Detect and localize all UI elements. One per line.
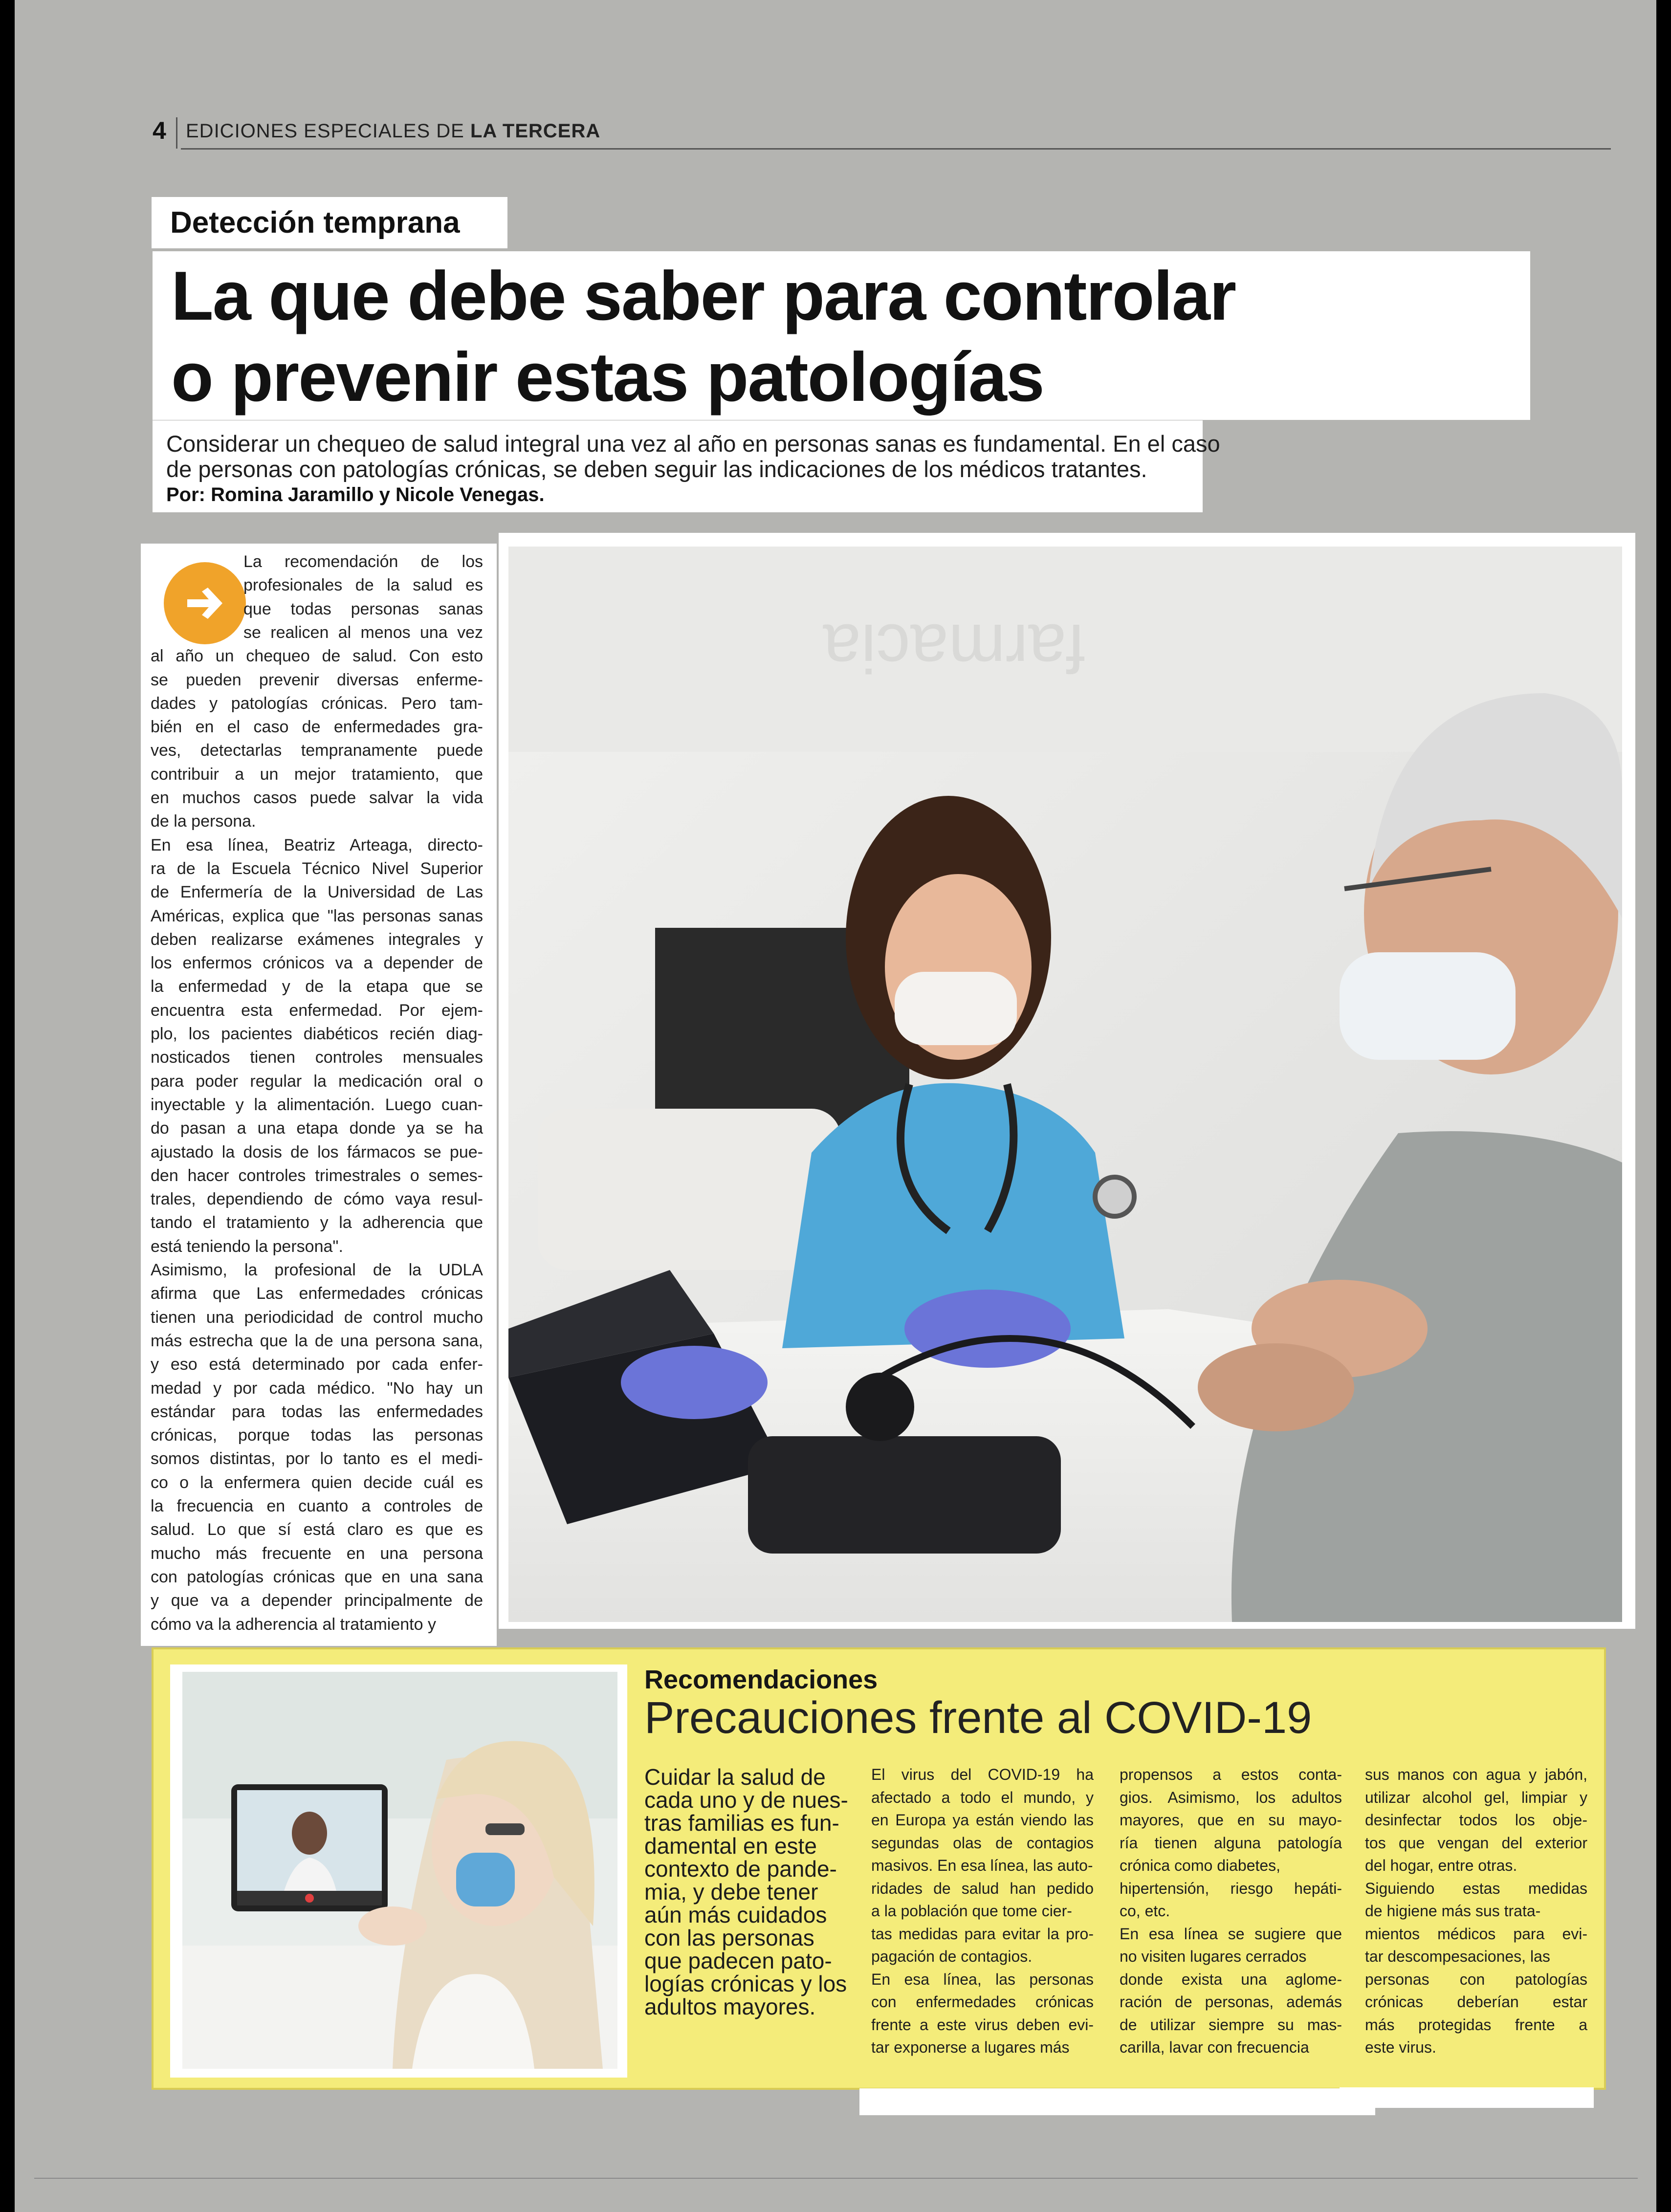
- lead-text-line: que padecen pato-: [644, 1948, 832, 1973]
- reco-text-line: en Europa ya están viendo las: [871, 1811, 1094, 1829]
- headline-line-1: La que debe saber para controlar: [171, 257, 1236, 335]
- reco-text-line: gios. Asimismo, los adultos: [1120, 1788, 1342, 1806]
- reco-text-line: segundas olas de contagios: [871, 1834, 1094, 1852]
- reco-text-line: afectado a todo el mundo, y: [871, 1788, 1094, 1806]
- reco-text-line: del hogar, entre otras.: [1365, 1857, 1517, 1874]
- reco-text-line: propensos a estos conta-: [1120, 1766, 1342, 1783]
- article-text-line: do pasan a una etapa donde ya se ha: [151, 1119, 483, 1138]
- article-text-line: la frecuencia en cuanto a controles de: [151, 1497, 483, 1515]
- article-text-line: está teniendo la persona".: [151, 1237, 343, 1256]
- article-text-line: En esa línea, Beatriz Arteaga, directo-: [151, 835, 483, 854]
- article-kicker: Detección temprana: [170, 206, 460, 240]
- reco-text-line: utilizar alcohol gel, limpiar y: [1365, 1788, 1587, 1806]
- subtitle-line-2: de personas con patologías crónicas, se deben seguir las indicaciones de los médicos tratantes.: [166, 456, 1147, 482]
- reco-text-line: donde exista una aglome-: [1120, 1970, 1342, 1988]
- reco-text-line: hipertensión, riesgo hepáti-: [1120, 1879, 1342, 1897]
- section-prefix: EDICIONES ESPECIALES DE: [186, 120, 464, 142]
- lead-text-line: adultos mayores.: [644, 1994, 816, 2019]
- article-text-line: dades y patologías crónicas. Pero tam-: [151, 694, 483, 713]
- article-text-line: La recomendación de los: [243, 552, 483, 571]
- video-call-photo: [182, 1672, 617, 2069]
- reco-text-line: tar descompesaciones, las: [1365, 1948, 1550, 1965]
- header-divider: [176, 117, 177, 149]
- article-text-line: más estrecha que la de una persona sana,: [151, 1331, 483, 1350]
- article-text-line: al año un chequeo de salud. Con esto: [151, 647, 483, 666]
- paper-strip: [1340, 2087, 1594, 2108]
- byline-names: Romina Jaramillo y Nicole Venegas.: [211, 484, 545, 505]
- byline-prefix: Por:: [166, 484, 205, 505]
- reco-text-line: tas medidas para evitar la pro-: [871, 1925, 1094, 1943]
- reco-text-line: tar exponerse a lugares más: [871, 2038, 1070, 2056]
- reco-text-line: El virus del COVID-19 ha: [871, 1766, 1094, 1783]
- reco-text-line: más protegidas frente a: [1365, 2015, 1587, 2034]
- article-text-line: deben realizarse exámenes integrales y: [151, 930, 483, 949]
- reco-text-line: ridades de salud han pedido: [871, 1879, 1094, 1897]
- reco-text-line: co, etc.: [1120, 1902, 1170, 1920]
- article-text-line: ajustado la dosis de los fármacos se pue-: [151, 1142, 483, 1161]
- article-text-line: en muchos casos puede salvar la vida: [151, 788, 483, 807]
- arrow-right-icon: [164, 562, 246, 644]
- article-text-line: crónicas, porque todas las personas: [151, 1426, 483, 1445]
- article-text-line: somos distintas, por lo tanto es el medi-: [151, 1449, 483, 1468]
- article-text-line: de Enfermería de la Universidad de Las: [151, 883, 483, 902]
- article-text-line: mucho más frecuente en una persona: [151, 1544, 483, 1563]
- reco-text-line: pagación de contagios.: [871, 1948, 1033, 1965]
- article-text-line: plo, los pacientes diabéticos recién diag-: [151, 1025, 483, 1043]
- article-text-line: ra de la Escuela Técnico Nivel Superior: [151, 859, 483, 878]
- reco-text-line: sus manos con agua y jabón,: [1365, 1766, 1587, 1783]
- recommendations-kicker: Recomendaciones: [644, 1665, 878, 1694]
- reco-text-line: En esa línea, las personas: [871, 1970, 1094, 1988]
- article-text-line: Asimismo, la profesional de la UDLA: [151, 1261, 483, 1279]
- article-text-line: afirma que Las enfermedades crónicas: [151, 1284, 483, 1303]
- article-text-line: profesionales de la salud es: [243, 576, 483, 595]
- article-text-line: medad y por cada médico. "No hay un: [151, 1379, 483, 1398]
- reco-text-line: tos que vengan del exterior: [1365, 1834, 1587, 1852]
- reco-text-line: En esa línea se sugiere que: [1120, 1925, 1342, 1943]
- reco-text-line: masivos. En esa línea, las auto-: [871, 1857, 1093, 1874]
- article-text-line: tienen una periodicidad de control mucho: [151, 1308, 483, 1327]
- subtitle-line-1: Considerar un chequeo de salud integral una vez al año en personas sanas es fundamental. En el caso: [166, 431, 1220, 457]
- section-title: [186, 120, 600, 142]
- article-text-line: trales, dependiendo de cómo vaya resul-: [151, 1190, 483, 1209]
- lead-text-line: tras familias es fun-: [644, 1810, 839, 1836]
- reco-text-line: no visiten lugares cerrados: [1120, 1948, 1307, 1965]
- svg-text:farmacia: farmacia: [823, 610, 1085, 687]
- nurse-patient-photo: [508, 547, 1622, 1622]
- article-text-line: salud. Lo que sí está claro es que es: [151, 1520, 483, 1539]
- article-text-line: inyectable y la alimentación. Luego cuan-: [151, 1095, 483, 1114]
- lead-text-line: aún más cuidados: [644, 1902, 827, 1927]
- page-number: 4: [153, 117, 166, 144]
- reco-text-line: mientos médicos para evi-: [1365, 1925, 1587, 1943]
- article-text-line: cómo va la adherencia al tratamiento y: [151, 1615, 436, 1634]
- reco-text-line: carilla, lavar con frecuencia: [1120, 2038, 1309, 2056]
- lead-text-line: contexto de pande-: [644, 1856, 837, 1882]
- headline-line-2: o prevenir estas patologías: [171, 338, 1044, 416]
- article-text-line: nosticados tienen controles mensuales: [151, 1048, 483, 1067]
- article-text-line: los enfermos crónicos va a depender de: [151, 954, 483, 973]
- article-text-line: para poder regular la medicación oral o: [151, 1072, 483, 1091]
- article-text-line: se realicen al menos una vez: [243, 623, 483, 642]
- reco-text-line: frente a este virus deben evi-: [871, 2015, 1094, 2034]
- article-text-line: que todas personas sanas: [243, 599, 483, 618]
- paper-strip: [859, 2088, 1375, 2115]
- article-text-line: den hacer controles trimestrales o semes-: [151, 1166, 483, 1185]
- reco-text-line: desinfectar todos los obje-: [1365, 1811, 1587, 1829]
- newspaper-page: [15, 0, 1656, 2212]
- article-text-line: bién en el caso de enfermedades gra-: [151, 718, 483, 737]
- reco-text-line: de utilizar siempre su mas-: [1120, 2015, 1342, 2034]
- article-text-line: se pueden prevenir diversas enferme-: [151, 670, 483, 689]
- recommendations-title: Precauciones frente al COVID-19: [644, 1693, 1312, 1743]
- reco-text-line: crónicas deberían estar: [1365, 1993, 1587, 2011]
- reco-text-line: personas con patologías: [1365, 1970, 1587, 1988]
- lead-text-line: cada uno y de nues-: [644, 1787, 848, 1813]
- footer-rule: [34, 2178, 1638, 2179]
- section-brand: LA TERCERA: [470, 120, 601, 142]
- reco-text-line: mayores, que en su mayo-: [1120, 1811, 1342, 1829]
- article-text-line: con patologías crónicas que en una sana: [151, 1567, 483, 1586]
- article-text-line: la enfermedad y de la etapa que se: [151, 977, 483, 996]
- reco-text-line: ría tienen alguna patología: [1120, 1834, 1342, 1852]
- article-text-line: tando el tratamiento y la adherencia que: [151, 1213, 483, 1232]
- article-text-line: de la persona.: [151, 812, 256, 831]
- reco-text-line: a la población que tome cier-: [871, 1902, 1072, 1920]
- article-text-line: co o la enfermera quien decide cuál es: [151, 1473, 483, 1492]
- lead-text-line: mia, y debe tener: [644, 1879, 818, 1905]
- reco-text-line: este virus.: [1365, 2038, 1436, 2056]
- reco-text-line: ración de personas, además: [1120, 1993, 1342, 2011]
- article-text-line: encuentra esta enfermedad. Por ejem-: [151, 1001, 483, 1020]
- byline: [166, 484, 545, 506]
- reco-text-line: con enfermedades crónicas: [871, 1993, 1094, 2011]
- reco-text-line: de higiene más sus trata-: [1365, 1902, 1541, 1920]
- lead-text-line: Cuidar la salud de: [644, 1764, 826, 1790]
- lead-text-line: con las personas: [644, 1925, 814, 1950]
- reco-text-line: crónica como diabetes,: [1120, 1857, 1281, 1874]
- article-text-line: Américas, explica que "las personas sanas: [151, 906, 483, 925]
- lead-text-line: logías crónicas y los: [644, 1971, 847, 1996]
- header-rule: [181, 148, 1611, 150]
- article-text-line: estándar para todas las enfermedades: [151, 1402, 483, 1421]
- article-text-line: y que va a depender principalmente de: [151, 1591, 483, 1610]
- article-text-line: ves, detectarlas tempranamente puede: [151, 741, 483, 760]
- article-text-line: y eso está determinado por cada enfer-: [151, 1355, 483, 1374]
- reco-text-line: Siguiendo estas medidas: [1365, 1879, 1587, 1897]
- article-text-line: contribuir a un mejor tratamiento, que: [151, 765, 483, 784]
- lead-text-line: damental en este: [644, 1833, 817, 1859]
